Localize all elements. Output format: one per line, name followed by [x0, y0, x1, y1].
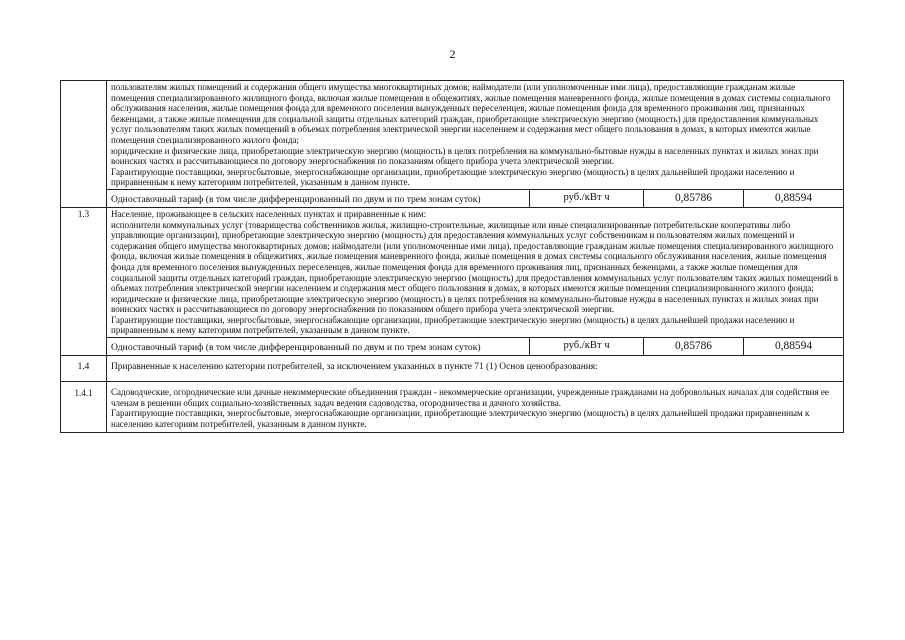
- description-paragraph: юридические и физические лица, приобретающие электрическую энергию (мощность) в целях потребления на коммунально-бытовые нужды в населенных пунктах и жилых зонах при воинских частях и рассчитывающиеся по договору энергоснабжения по показаниям общего прибора учета электрической энергии.: [111, 145, 819, 167]
- tariff-value-second-half: 0,88594: [744, 338, 844, 356]
- description-paragraph: Гарантирующие поставщики, энергосбытовые, энергоснабжающие организации, приобретающие электрическую энергию (мощность) в целях дальнейшей продажи приравненным к населению категориям потребителей, указанным в данном пункте.: [111, 408, 810, 429]
- row-number: 1.4: [61, 356, 107, 382]
- row-description: [107, 207, 844, 337]
- row-description: [107, 382, 844, 433]
- description-paragraph: Садоводческие, огороднические или дачные некоммерческие объединения граждан - некоммерческие организации, учрежденные гражданами на добровольных началах для содействия ее членам в решении общих социально-хозяйственных задач ведения садоводства, огородничества и дачного хозяйства.: [111, 387, 829, 408]
- description-paragraph: пользователям жилых помещений и содержания общего имущества многоквартирных домов; наймодатели (или уполномоченные ими лица), предоставляющие гражданам жилые помещения специализированного жилищного фонда, включая жилые помещения в общежитиях, жилые помещения маневренного фонда, жилые помещения в домах системы социального обслуживания населения, жилые помещения фонда для временного поселения вынужденных переселенцев, жилые помещения фонда для временного проживания лиц, признанных беженцами, а также жилые помещения для социальной защиты отдельных категорий граждан, приобретающие электрическую энергию (мощность) для предоставления коммунальных услуг пользователям таких жилых помещений в объемах потребления электрической энергии населением и содержания мест общего пользования в домах, в которых имеются жилые помещения специализированного жилого фонда;: [111, 82, 831, 145]
- description-paragraph: исполнители коммунальных услуг (товарищества собственников жилья, жилищно-строительные, жилищные или иные специализированные потребительские кооперативы либо управляющие организации), приобретающие электрическую энергию (мощность) для предоставления коммунальных услуг собственникам и пользователям жилых помещений и содержания общего имущества многоквартирных домов; наймодатели (или уполномоченные ими лица), предоставляющие гражданам жилые помещения специализированного жилищного фонда, включая жилые помещения в общежитиях, жилые помещения маневренного фонда, жилые помещения в домах системы социального обслуживания населения, жилые помещения фонда для временного поселения вынужденных переселенцев, жилые помещения фонда для временного проживания лиц, признанных беженцами, а также жилые помещения для социальной защиты отдельных категорий граждан, приобретающие электрическую энергию (мощность) для предоставления коммунальных услуг пользователям таких жилых помещений в объемах потребления электрической энергии населением и содержания мест общего пользования в домах, в которых имеются жилые помещения специализированного жилого фонда;: [111, 219, 839, 294]
- description-paragraph: Гарантирующие поставщики, энергосбытовые, энергоснабжающие организации, приобретающие электрическую энергию (мощность) в целях дальнейшей продажи населению и приравненным к нему категориям потребителей, указанным в данном пункте.: [111, 166, 795, 188]
- row-number: 1.3: [61, 207, 107, 355]
- tariff-table: [60, 80, 844, 433]
- table-row: [61, 207, 844, 337]
- row-number: 1.4.1: [61, 382, 107, 433]
- row-description: Приравненные к населению категории потребителей, за исключением указанных в пункте 71 (1) Основ ценообразования:: [107, 356, 844, 382]
- row-description: [107, 81, 844, 190]
- table-row: [61, 382, 844, 433]
- description-paragraph: Гарантирующие поставщики, энергосбытовые, энергоснабжающие организации, приобретающие электрическую энергию (мощность) в целях дальнейшей продажи населению и приравненным к нему категориям потребителей, указанным в данном пункте.: [111, 314, 795, 336]
- tariff-label: Одноставочный тариф (в том числе дифференцированный по двум и по трем зонам суток): [107, 338, 530, 356]
- table-row: [61, 356, 844, 382]
- description-paragraph: юридические и физические лица, приобретающие электрическую энергию (мощность) в целях потребления на коммунально-бытовые нужды в населенных пунктах и жилых зонах при воинских частях и рассчитывающиеся по договору энергоснабжения по показаниям общего прибора учета электрической энергии.: [111, 293, 819, 315]
- tariff-value-first-half: 0,85786: [644, 189, 744, 207]
- tariff-unit: руб./кВт ч: [530, 338, 644, 356]
- table-row: [61, 81, 844, 190]
- tariff-unit: руб./кВт ч: [530, 189, 644, 207]
- description-paragraph: Население, проживающее в сельских населенных пунктах и приравненные к ним:: [111, 208, 427, 219]
- tariff-row: [61, 338, 844, 356]
- page-number: 2: [449, 47, 456, 61]
- tariff-value-first-half: 0,85786: [644, 338, 744, 356]
- row-number-cell: [61, 81, 107, 208]
- tariff-label: Одноставочный тариф (в том числе дифференцированный по двум и по трем зонам суток): [107, 189, 530, 207]
- tariff-value-second-half: 0,88594: [744, 189, 844, 207]
- tariff-row: [61, 189, 844, 207]
